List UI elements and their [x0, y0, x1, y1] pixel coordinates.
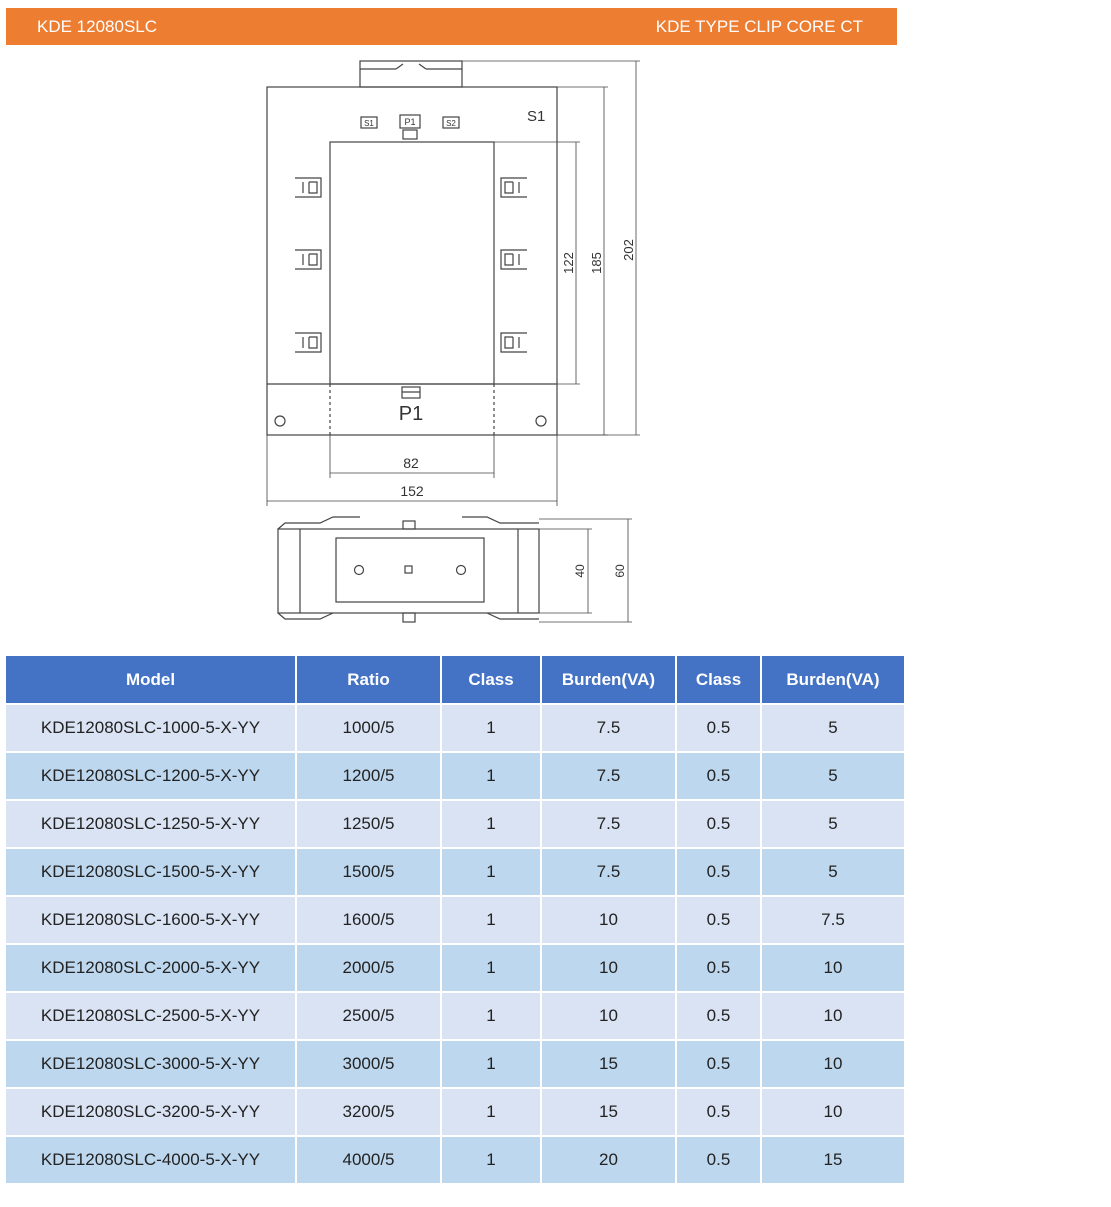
- product-code: KDE 12080SLC: [37, 17, 158, 36]
- product-type: KDE TYPE CLIP CORE CT: [655, 17, 863, 36]
- table-row: KDE12080SLC-1600-5-X-YY 1600/5 1 10 0.5 7.5: [6, 895, 904, 943]
- svg-text:202: 202: [621, 239, 636, 261]
- side-terminal-box: [336, 538, 484, 602]
- table-row: KDE12080SLC-4000-5-X-YY 4000/5 1 20 0.5 15: [6, 1135, 904, 1183]
- col-header-burden-2: Burden(VA): [762, 656, 904, 703]
- table-row: KDE12080SLC-2000-5-X-YY 2000/5 1 10 0.5 10: [6, 943, 904, 991]
- table-header-row: [6, 656, 904, 703]
- core-window: [330, 142, 494, 384]
- svg-text:P1: P1: [398, 403, 424, 425]
- svg-text:122: 122: [561, 252, 576, 274]
- svg-text:S1: S1: [527, 108, 546, 125]
- mounting-hole-right: [536, 416, 546, 426]
- svg-text:S2: S2: [446, 119, 456, 128]
- spec-table: [6, 656, 904, 1183]
- table-row: KDE12080SLC-3000-5-X-YY 3000/5 1 15 0.5 10: [6, 1039, 904, 1087]
- table-row: KDE12080SLC-1200-5-X-YY 1200/5 1 7.5 0.5 5: [6, 751, 904, 799]
- svg-text:152: 152: [400, 483, 424, 499]
- table-row: KDE12080SLC-2500-5-X-YY 2500/5 1 10 0.5 10: [6, 991, 904, 1039]
- side-view-body: [278, 529, 539, 613]
- table-row: KDE12080SLC-1000-5-X-YY 1000/5 1 7.5 0.5 5: [6, 703, 904, 751]
- col-header-burden: Burden(VA): [542, 656, 677, 703]
- svg-text:60: 60: [613, 564, 627, 578]
- svg-text:185: 185: [589, 252, 604, 274]
- svg-text:S1: S1: [364, 119, 374, 128]
- col-header-model: Model: [6, 656, 297, 703]
- table-row: KDE12080SLC-3200-5-X-YY 3200/5 1 15 0.5 10: [6, 1087, 904, 1135]
- svg-text:40: 40: [573, 564, 587, 578]
- svg-text:P1: P1: [404, 117, 416, 127]
- top-clip: [360, 61, 462, 87]
- table-row: KDE12080SLC-1500-5-X-YY 1500/5 1 7.5 0.5 5: [6, 847, 904, 895]
- col-header-class: Class: [442, 656, 542, 703]
- svg-text:82: 82: [403, 455, 419, 471]
- col-header-ratio: Ratio: [297, 656, 442, 703]
- mounting-hole-left: [275, 416, 285, 426]
- table-row: KDE12080SLC-1250-5-X-YY 1250/5 1 7.5 0.5 5: [6, 799, 904, 847]
- col-header-class-2: Class: [677, 656, 762, 703]
